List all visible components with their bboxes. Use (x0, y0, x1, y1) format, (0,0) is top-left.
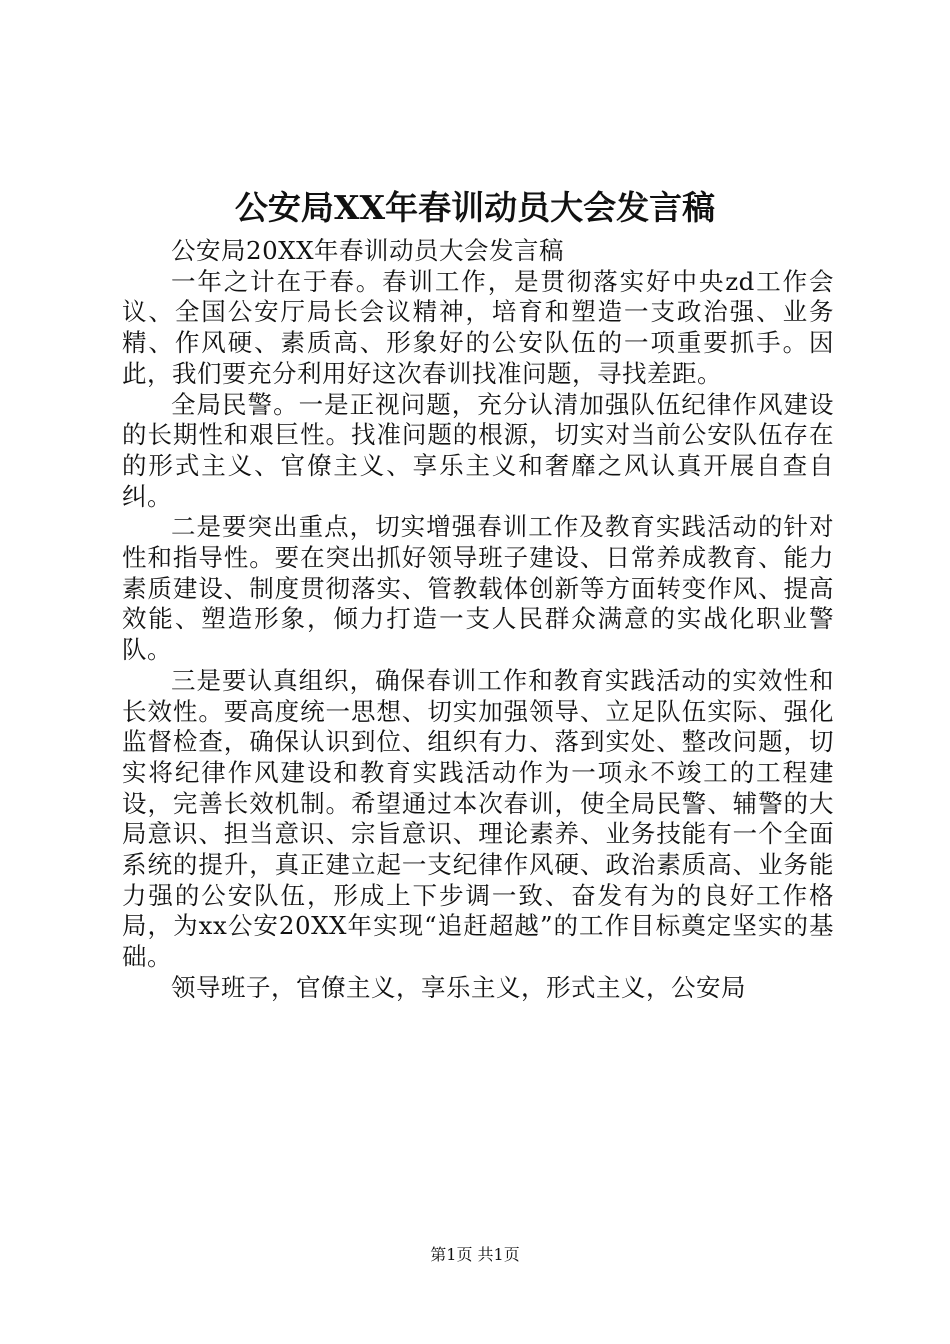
paragraph-point-one: 全局民警。一是正视问题，充分认清加强队伍纪律作风建设的长期性和艰巨性。找准问题的根源，切实对当前公安队伍存在的形式主义、官僚主义、享乐主义和奢靡之风认真开展自查自纠。 (122, 389, 834, 511)
page-footer: 第1页 共1页 (430, 1245, 520, 1264)
paragraph-point-three: 三是要认真组织，确保春训工作和教育实践活动的实效性和长效性。要高度统一思想、切实加强领导、立足队伍实际、强化监督检查，确保认识到位、组织有力、落到实处、整改问题，切实将纪律作风建设和教育实践活动作为一项永不竣工的工程建设，完善长效机制。希望通过本次春训，使全局民警、辅警的大局意识、担当意识、宗旨意识、理论素养、业务技能有一个全面系统的提升，真正建立起一支纪律作风硬、政治素质高、业务能力强的公安队伍，形成上下步调一致、奋发有为的良好工作格局，为xx公安20XX年实现“追赶超越”的工作目标奠定坚实的基础。 (122, 665, 834, 972)
paragraph-intro: 一年之计在于春。春训工作，是贯彻落实好中央zd工作会议、全国公安厅局长会议精神，培育和塑造一支政治强、业务精、作风硬、素质高、形象好的公安队伍的一项重要抓手。因此，我们要充分利用好这次春训找准问题，寻找差距。 (122, 266, 834, 388)
paragraph-point-two: 二是要突出重点，切实增强春训工作及教育实践活动的针对性和指导性。要在突出抓好领导班子建设、日常养成教育、能力素质建设、制度贯彻落实、管教载体创新等方面转变作风、提高效能、塑造形象，倾力打造一支人民群众满意的实战化职业警队。 (122, 512, 834, 665)
document-title: 公安局XX年春训动员大会发言稿 (234, 188, 716, 227)
paragraph-subtitle: 公安局20XX年春训动员大会发言稿 (171, 236, 565, 265)
paragraph-keywords: 领导班子，官僚主义，享乐主义，形式主义，公安局 (171, 972, 746, 1002)
document-body (122, 236, 834, 1004)
